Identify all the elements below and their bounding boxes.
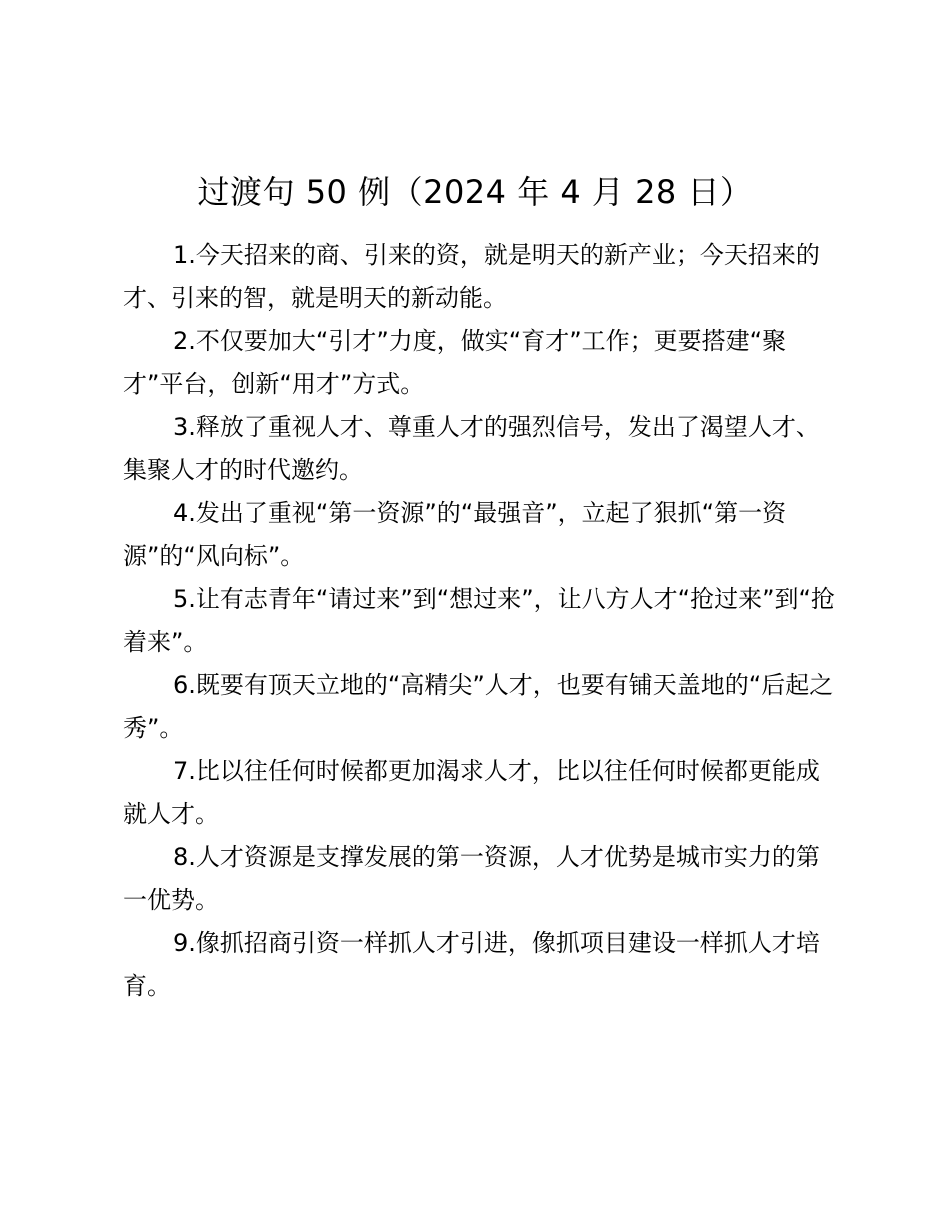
paragraph-2: 2.不仅要加大“引才”力度，做实“育才”工作；更要搭建“聚才”平台，创新“用才”方式。 — [123, 327, 787, 398]
paragraph-4: 4.发出了重视“第一资源”的“最强音”，立起了狠抓“第一资源”的“风向标”。 — [123, 499, 787, 570]
document-title: 过渡句 50 例（2024 年 4 月 28 日） — [197, 173, 753, 211]
paragraph-5: 5.让有志青年“请过来”到“想过来”，让八方人才“抢过来”到“抢着来”。 — [123, 585, 835, 656]
document-body — [123, 234, 835, 1008]
paragraph-6: 6.既要有顶天立地的“高精尖”人才，也要有铺天盖地的“后起之秀”。 — [123, 671, 834, 742]
paragraph-7: 7.比以往任何时候都更加渴求人才，比以往任何时候都更能成就人才。 — [123, 757, 820, 828]
paragraph-9: 9.像抓招商引资一样抓人才引进，像抓项目建设一样抓人才培育。 — [123, 929, 820, 1000]
paragraph-1: 1.今天招来的商、引来的资，就是明天的新产业；今天招来的才、引来的智，就是明天的新动能。 — [123, 241, 820, 312]
paragraph-8: 8.人才资源是支撑发展的第一资源，人才优势是城市实力的第一优势。 — [123, 843, 820, 914]
paragraph-3: 3.释放了重视人才、尊重人才的强烈信号，发出了渴望人才、集聚人才的时代邀约。 — [123, 413, 820, 484]
